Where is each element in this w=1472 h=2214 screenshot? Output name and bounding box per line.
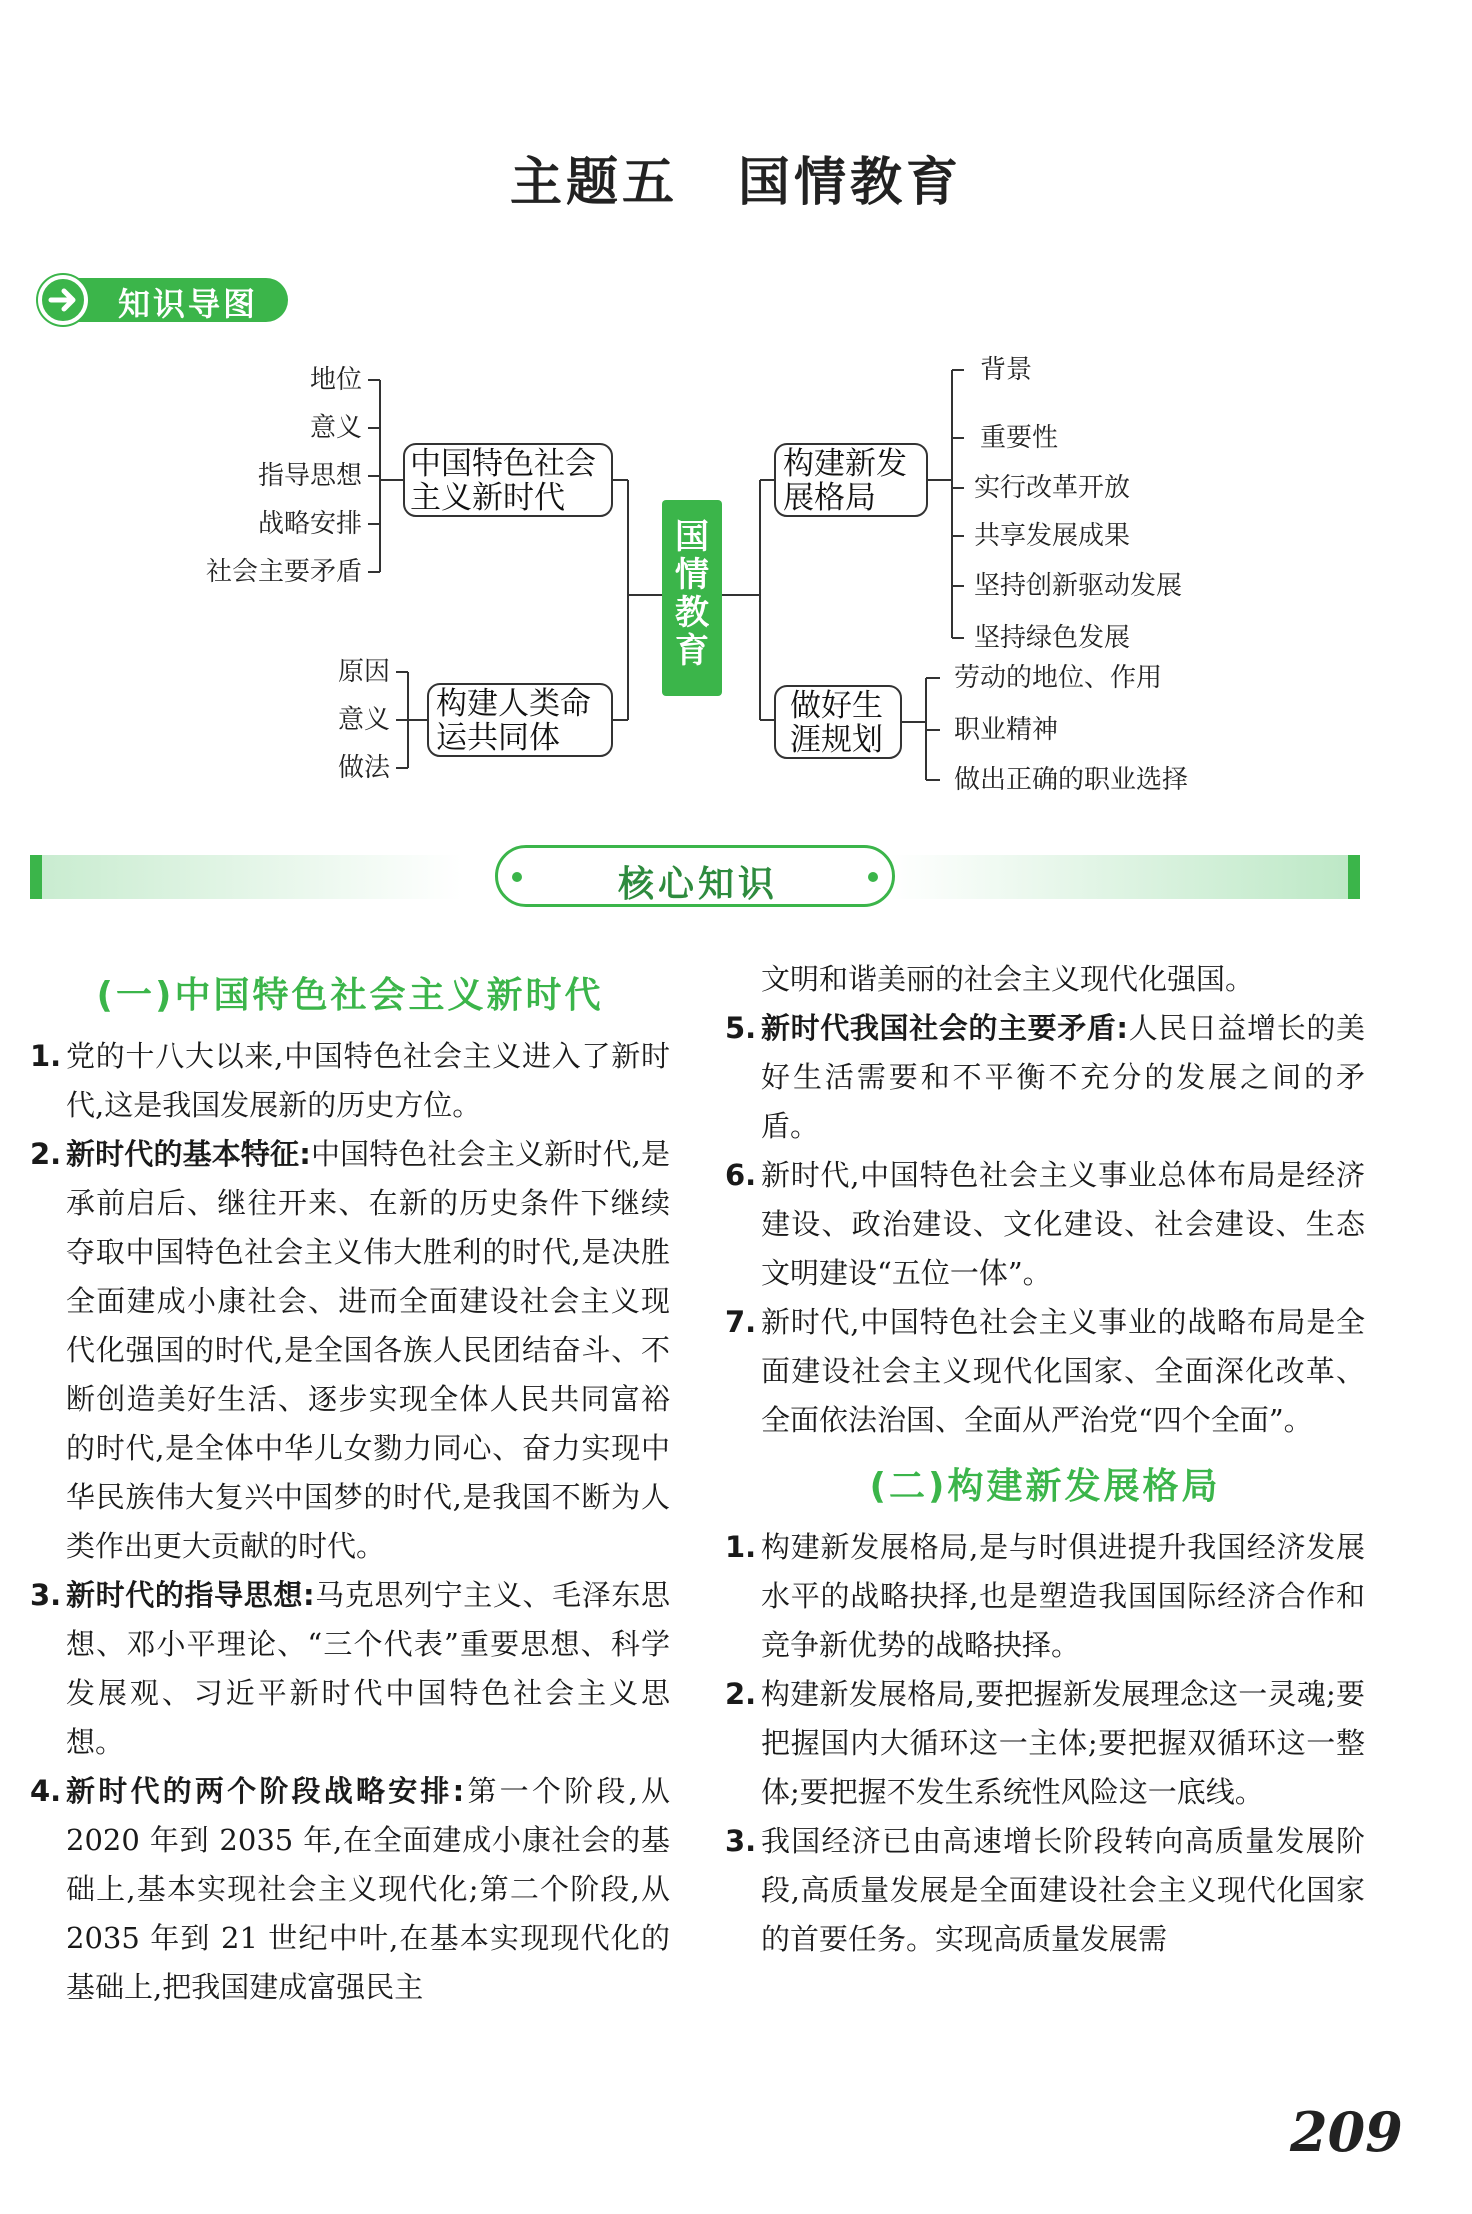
branch-3-line-1: 构建新发 (783, 446, 907, 482)
branch-4-line-2: 涯规划 (790, 722, 883, 758)
branch-4-leaf: 做出正确的职业选择 (954, 765, 1189, 795)
knowledge-map-label: 知识导图 (118, 285, 259, 323)
item-number: 5. (725, 1011, 757, 1045)
item-text: 中国特色社会主义新时代,是承前启后、继往开来、在新的历史条件下继续夺取中国特色社会主义伟大胜利的时代,是决胜全面建成小康社会、进而全面建设社会主义现代化强国的时代,是全国各族人民团结奋斗、不断创造美好生活、逐步实现全体人民共同富裕的时代,是全体中华儿女勠力同心、奋力实现中华民族伟大复兴中国梦的时代,是我国不断为人类作出更大贡献的时代。 (66, 1137, 670, 1563)
center-char: 情 (675, 555, 709, 595)
branch-1-leaf: 社会主要矛盾 (205, 557, 362, 587)
item-text: 构建新发展格局,要把握新发展理念这一灵魂;要把握国内大循环这一主体;要把握双循环这一整体;要把握不发生系统性风险这一底线。 (761, 1677, 1365, 1809)
branch-2-leaf: 做法 (337, 753, 390, 783)
item-text: 人民日益增长的美好生活需要和不平衡不充分的发展之间的矛盾。 (761, 1011, 1365, 1143)
item-text: 党的十八大以来,中国特色社会主义进入了新时代,这是我国发展新的历史方位。 (66, 1039, 670, 1122)
list-item (30, 1767, 670, 2012)
branch-4-leaf: 劳动的地位、作用 (954, 663, 1163, 693)
list-item (30, 1032, 670, 1130)
section-1-title: (一)中国特色社会主义新时代 (96, 975, 604, 1016)
list-item (725, 1523, 1365, 1670)
item-text: 马克思列宁主义、毛泽东思想、邓小平理论、“三个代表”重要思想、科学发展观、习近平新时代中国特色社会主义思想。 (66, 1578, 670, 1759)
mind-map (0, 350, 1472, 800)
list-item (30, 1571, 670, 1767)
item-text: 第一个阶段,从 2020 年到 2035 年,在全面建成小康社会的基础上,基本实现社会主义现代化;第二个阶段,从 2035 年到 21 世纪中叶,在基本实现现代化的基础上,把我国建成富强民主 (66, 1774, 670, 2004)
branch-3-leaf: 坚持绿色发展 (974, 623, 1131, 653)
continued-text: 文明和谐美丽的社会主义现代化强国。 (761, 962, 1255, 996)
item-number: 7. (725, 1305, 757, 1339)
branch-2-line-2: 运共同体 (436, 720, 560, 756)
item-text: 新时代,中国特色社会主义事业的战略布局是全面建设社会主义现代化国家、全面深化改革、全面依法治国、全面从严治党“四个全面”。 (761, 1305, 1365, 1437)
item-number: 3. (725, 1824, 757, 1858)
branch-2-leaf: 意义 (337, 705, 390, 735)
branch-3-leaf: 坚持创新驱动发展 (974, 571, 1183, 601)
item-number: 6. (725, 1158, 757, 1192)
center-char: 育 (675, 631, 709, 671)
right-column (725, 955, 1365, 1964)
knowledge-map-banner (38, 275, 288, 325)
arrow-right-icon (38, 275, 88, 325)
item-keyword: 新时代的指导思想: (66, 1578, 315, 1612)
branch-2-leaf: 原因 (337, 657, 390, 687)
list-item (725, 1004, 1365, 1151)
item-number: 1. (725, 1530, 757, 1564)
item-number: 3. (30, 1578, 62, 1612)
branch-1-line-1: 中国特色社会 (410, 446, 596, 482)
branch-1-leaf: 意义 (309, 413, 362, 443)
item-keyword: 新时代的基本特征: (66, 1137, 311, 1171)
item-text: 我国经济已由高速增长阶段转向高质量发展阶段,高质量发展是全面建设社会主义现代化国家的首要任务。实现高质量发展需 (761, 1824, 1365, 1956)
title-part-2: 国情教育 (738, 153, 963, 213)
branch-3-leaf: 实行改革开放 (974, 473, 1131, 503)
page-title (0, 140, 1472, 215)
branch-1-leaf: 地位 (309, 365, 362, 395)
list-item (725, 1670, 1365, 1817)
item-number: 2. (30, 1137, 62, 1171)
left-column (30, 960, 670, 2012)
core-knowledge-banner (30, 845, 1360, 915)
item-keyword: 新时代的两个阶段战略安排: (66, 1774, 465, 1808)
core-knowledge-label: 核心知识 (617, 864, 778, 905)
section-2-title: (二)构建新发展格局 (869, 1466, 1221, 1507)
item-keyword: 新时代我国社会的主要矛盾: (761, 1011, 1129, 1045)
branch-1-line-2: 主义新时代 (410, 480, 565, 516)
branch-3-leaf: 共享发展成果 (974, 521, 1131, 551)
item-text: 构建新发展格局,是与时俱进提升我国经济发展水平的战略抉择,也是塑造我国国际经济合作和竞争新优势的战略抉择。 (761, 1530, 1365, 1662)
branch-1-leaf: 指导思想 (257, 461, 362, 491)
item-number: 4. (30, 1774, 62, 1808)
center-char: 教 (675, 593, 709, 633)
list-item (725, 1151, 1365, 1298)
item-number: 2. (725, 1677, 757, 1711)
list-item (30, 1130, 670, 1571)
list-item (725, 1817, 1365, 1964)
item-text: 新时代,中国特色社会主义事业总体布局是经济建设、政治建设、文化建设、社会建设、生态文明建设“五位一体”。 (761, 1158, 1365, 1290)
title-part-1: 主题五 (509, 153, 678, 213)
branch-1-leaf: 战略安排 (257, 509, 362, 539)
list-item (725, 1298, 1365, 1445)
branch-2-line-1: 构建人类命 (436, 686, 591, 722)
branch-4-leaf: 职业精神 (954, 715, 1059, 745)
item-number: 1. (30, 1039, 62, 1073)
center-char: 国 (675, 517, 709, 557)
branch-3-line-2: 展格局 (783, 480, 876, 516)
branch-4-line-1: 做好生 (790, 688, 883, 724)
page-number: 209 (1290, 2100, 1403, 2164)
branch-3-leaf: 背景 (980, 355, 1033, 385)
branch-3-leaf: 重要性 (980, 423, 1059, 453)
